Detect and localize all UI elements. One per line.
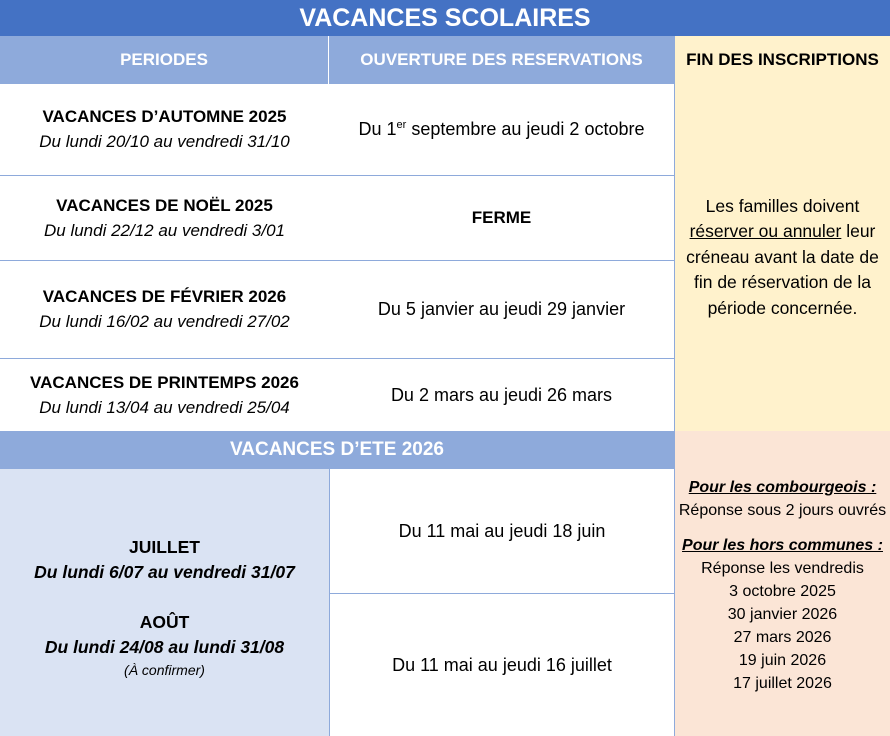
- period-cell: [0, 261, 329, 358]
- july-dates: Du lundi 6/07 au vendredi 31/07: [34, 562, 295, 582]
- summer-periods-cell: [0, 469, 329, 736]
- reservation-cell: [329, 261, 674, 358]
- august-name: AOÛT: [139, 612, 190, 632]
- period-dates: Du lundi 13/04 au vendredi 25/04: [39, 397, 290, 417]
- period-name: VACANCES DE PRINTEMPS 2026: [30, 372, 299, 392]
- others-text: Réponse les vendredis: [701, 560, 864, 577]
- header-reservations: OUVERTURE DES RESERVATIONS: [329, 36, 674, 84]
- reservation-text: Du 11 mai au jeudi 16 juillet: [392, 654, 612, 675]
- note-line: créneau avant la date de: [686, 246, 879, 267]
- note-line: période concernée.: [707, 297, 858, 318]
- others-date: 30 janvier 2026: [727, 606, 838, 623]
- reservation-text: Du 5 janvier au jeudi 29 janvier: [377, 299, 626, 319]
- locals-label: Pour les combourgeois :: [688, 479, 877, 496]
- reservation-cell: [329, 359, 674, 431]
- note-line: fin de réservation de la: [693, 272, 872, 293]
- others-label: Pour les hors communes :: [682, 537, 883, 554]
- header-end-registrations: FIN DES INSCRIPTIONS: [674, 36, 890, 84]
- note-line: Les familles doivent: [705, 195, 860, 216]
- period-dates: Du lundi 22/12 au vendredi 3/01: [43, 220, 285, 240]
- july-name: JUILLET: [129, 537, 200, 557]
- period-cell: [0, 84, 329, 175]
- summer-end-registrations-note: [674, 431, 890, 736]
- july-reservation-cell: [330, 469, 674, 593]
- period-dates: Du lundi 20/10 au vendredi 31/10: [39, 132, 290, 151]
- reservation-cell: [329, 84, 674, 175]
- page-title: VACANCES SCOLAIRES: [0, 0, 890, 36]
- reservation-cell: [329, 176, 674, 260]
- locals-text: Réponse sous 2 jours ouvrés: [678, 502, 887, 519]
- summer-holidays-band: VACANCES D’ETE 2026: [0, 431, 674, 469]
- july-block: [0, 535, 329, 585]
- reservation-text: Du 1er septembre au jeudi 2 octobre: [358, 119, 645, 139]
- reservation-text: Du 11 mai au jeudi 18 juin: [398, 520, 606, 541]
- august-reservation-cell: [330, 594, 674, 736]
- end-registrations-note: [674, 84, 890, 431]
- period-name: VACANCES DE NOËL 2025: [56, 195, 273, 215]
- reservation-text: FERME: [471, 208, 532, 227]
- period-name: VACANCES DE FÉVRIER 2026: [42, 287, 287, 306]
- period-name: VACANCES D’AUTOMNE 2025: [42, 107, 287, 126]
- others-date: 19 juin 2026: [738, 652, 827, 669]
- others-date: 27 mars 2026: [733, 629, 832, 646]
- header-periods: PERIODES: [0, 36, 328, 84]
- august-block: [0, 610, 329, 680]
- others-date: 3 octobre 2025: [729, 583, 836, 600]
- period-cell: [0, 359, 329, 431]
- august-note: (À confirmer): [124, 662, 205, 678]
- note-line: réserver ou annuler leur: [689, 221, 876, 242]
- august-dates: Du lundi 24/08 au lundi 31/08: [44, 637, 285, 657]
- reservation-text: Du 2 mars au jeudi 26 mars: [390, 384, 613, 405]
- period-cell: [0, 176, 329, 260]
- others-date: 17 juillet 2026: [733, 675, 832, 692]
- period-dates: Du lundi 16/02 au vendredi 27/02: [39, 312, 290, 331]
